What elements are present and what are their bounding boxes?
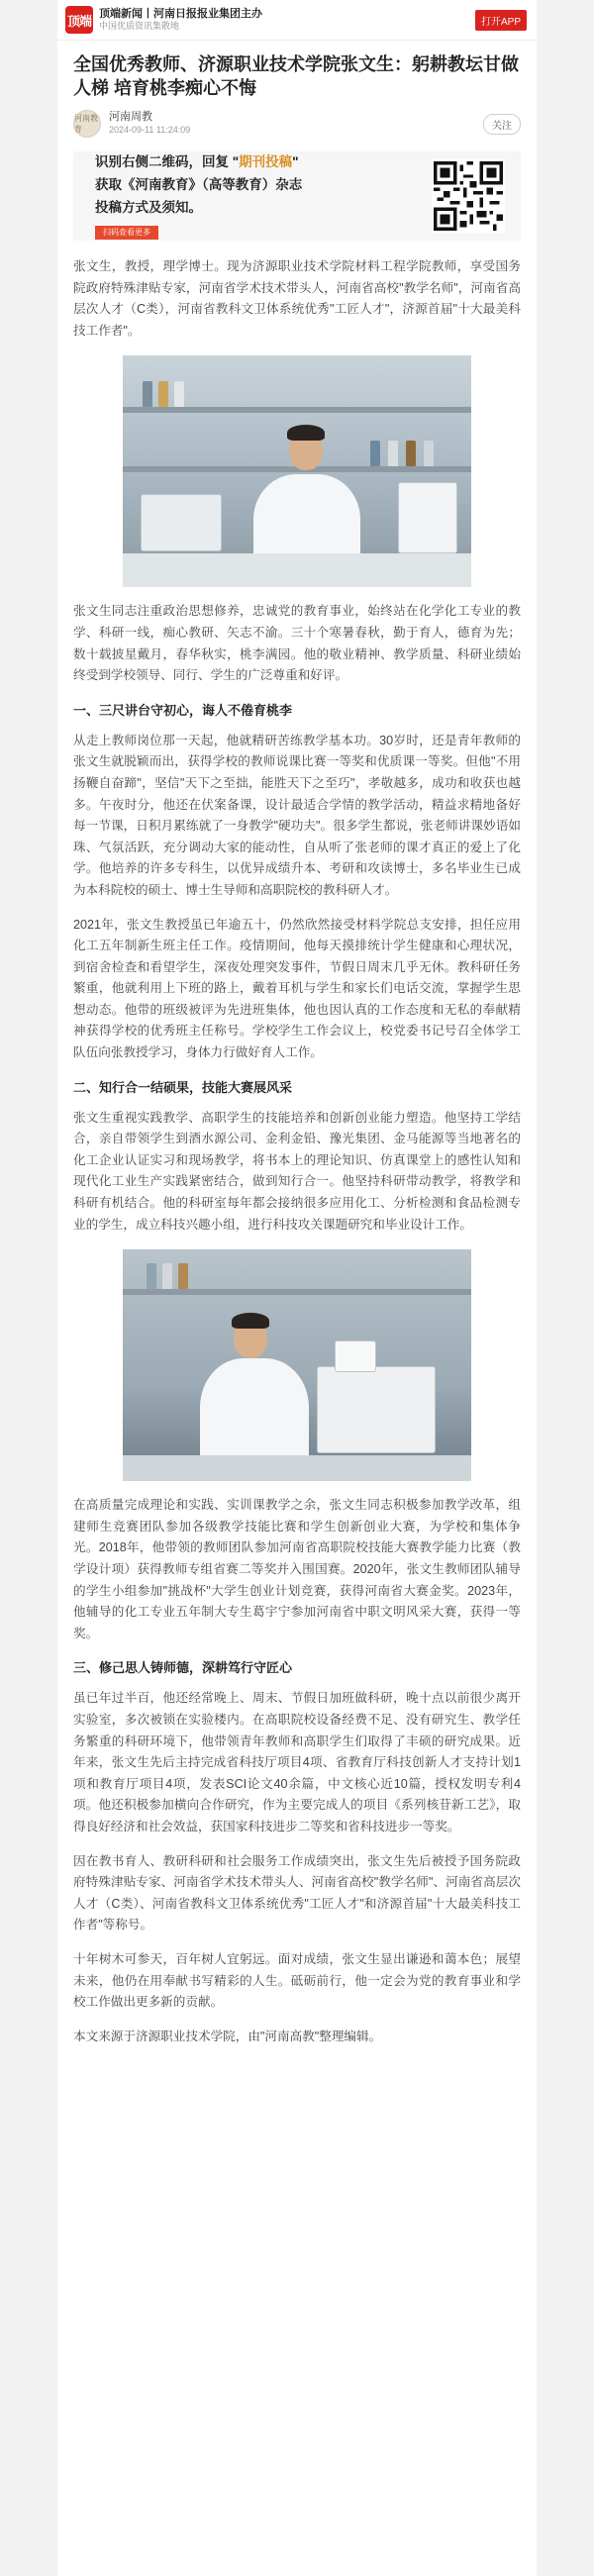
promo-line-1-pre: 识别右侧二维码，回复 " bbox=[95, 154, 240, 169]
lab-photo-2[interactable] bbox=[123, 1249, 471, 1481]
author-bar bbox=[57, 110, 537, 138]
brand-title: 顶端新闻丨河南日报报业集团主办 bbox=[99, 7, 262, 20]
article-title: 全国优秀教师、济源职业技术学院张文生：躬耕教坛甘做人梯 培育桃李痴心不悔 bbox=[73, 54, 519, 98]
article-body bbox=[57, 241, 537, 2047]
author-meta bbox=[109, 111, 483, 137]
brand-block bbox=[99, 7, 475, 33]
paragraph: 十年树木可参天，百年树人宜躬远。面对成绩，张文生显出谦逊和蔼本色；展望未来，他仍在用奉献书写精彩的人生。砥砺前行，他一定会为党的教育事业和学校工作做出更多新的贡献。 bbox=[73, 1951, 521, 2010]
promo-line-2: 获取《河南教育》（高等教育）杂志 bbox=[95, 177, 303, 192]
source-note: 本文来源于济源职业技术学院，由"河南高教"整理编辑。 bbox=[73, 2029, 382, 2043]
lab-photo-1[interactable] bbox=[123, 355, 471, 587]
avatar[interactable]: 河南教育 bbox=[73, 110, 101, 138]
paragraph: 张文生同志注重政治思想修养，忠诚党的教育事业，始终站在化学化工专业的教学、科研一线，痴心教研、矢志不渝。三十个寒暑春秋，勤于育人，德育为先；数十载披星戴月，春华秋实，桃李满园。他的敬业精神、教学质量、科研业绩始终受到学校领导、同行、学生的广泛尊重和好评。 bbox=[73, 604, 521, 683]
section-heading-3: 三、修己思人铸师德，深耕笃行守匠心 bbox=[73, 1660, 293, 1676]
promo-line-1-post: " bbox=[292, 154, 299, 169]
promo-keyword: 期刊投稿 bbox=[239, 154, 293, 169]
section-heading-1: 一、三尺讲台守初心，诲人不倦育桃李 bbox=[73, 702, 293, 718]
paragraph: 在高质量完成理论和实践、实训课教学之余，张文生同志积极参加教学改革，组建师生竞赛团队参加各级教学技能比赛和学生创新创业大赛，为学校和集体争光。2018年，他带领的教师团队参加河南省高职院校技能大赛教学能力比赛（教学设计项）获得教师专组省赛二等奖并入围国赛。2020年，张文生教师团队辅导的学生小组参加"挑战杯"大学生创业计划竞赛，获得河南省大赛金奖。2023年，他辅导的化工专业五年制大专生葛宇宁参加河南省中职文明风采大赛，获得一等奖。 bbox=[73, 1498, 521, 1640]
section-heading-2: 二、知行合一结硕果，技能大赛展风采 bbox=[73, 1079, 293, 1095]
promo-badge: 扫码查看更多 bbox=[95, 226, 158, 240]
promo-text bbox=[95, 150, 432, 242]
promo-banner bbox=[73, 151, 521, 241]
top-bar bbox=[57, 0, 537, 41]
paragraph: 2021年，张文生教授虽已年逾五十，仍然欣然接受材料学院总支安排，担任应用化工五年制新生班主任工作。疫情期间，他每天摸排统计学生健康和心理状况，到宿舍检查和看望学生，深夜处理突发事件，节假日周末几乎无休。教科研任务繁重，他就利用上下班的路上，戴着耳机与学生和家长们电话交流，掌握学生思想动态。他带的班级被评为先进班集体，他也因认真的工作态度和无私的奉献精神获得学校的优秀班主任称号。学校学生工作会议上，校党委书记号召全体学工队伍向张教授学习，身体力行做好育人工作。 bbox=[73, 917, 521, 1060]
promo-line-3: 投稿方式及须知。 bbox=[95, 200, 202, 215]
open-app-button[interactable]: 打开APP bbox=[475, 10, 527, 31]
brand-slogan: 中国优质资讯集散地 bbox=[99, 21, 180, 31]
follow-button[interactable]: 关注 bbox=[483, 114, 521, 135]
qr-code-graphic bbox=[434, 161, 503, 231]
paragraph: 从走上教师岗位那一天起，他就精研苦练教学基本功。30岁时，还是青年教师的张文生就脱颖而出，获得学校的教师说课比赛一等奖和优质课一等奖。但他"不用扬鞭自奋蹄"，坚信"天下之至拙，能胜天下之至巧"，孝敬越多，成功和收获也越多。午夜时分，他还在伏案备课，设计最适合学情的教学活动，精益求精地备好每一节课，日积月累练就了一身教学"硬功夫"。很多学生都说，张老师讲课妙语如珠、气氛活跃，充分调动大家的能动性，自从听了张老师的课才真正的爱上了化学。他培养的许多专科生，以优异成绩升本、考研和攻读博士，多名毕业生已成为本科院校的硕士、博士生导师和高职院校的教科研人才。 bbox=[73, 733, 521, 897]
article-page bbox=[57, 0, 537, 2576]
publish-time: 2024-09-11 11:24:09 bbox=[109, 125, 191, 135]
app-logo[interactable]: 顶端 bbox=[65, 6, 93, 34]
author-name[interactable]: 河南周教 bbox=[109, 111, 152, 123]
qr-code-icon[interactable] bbox=[432, 159, 505, 233]
paragraph: 张文生重视实践教学、高职学生的技能培养和创新创业能力塑造。他坚持工学结合，亲自带领学生到酒水源公司、金利金铅、豫光集团、金马能源等当地著名的化工企业认证实习和现场教学，将书本上的理论知识、仿真课堂上的感性认知和现代化工业生产实践紧密结合，做到知行合一。他坚持科研带动教学，将教学和科研有机结合。他的科研室每年都会接纳很多应用化工、分析检测和食品检测专业的学生，成立科技兴趣小组，进行科技攻关课题研究和毕业设计工作。 bbox=[73, 1110, 521, 1232]
paragraph: 张文生，教授，理学博士。现为济源职业技术学院材料工程学院教师，享受国务院政府特殊津贴专家，河南省学术技术带头人，河南省高校"教学名师"，河南省高层次人才（C类），河南省教科文卫体系统优秀"工匠人才"，济源首届"十大最美科技工作者"。 bbox=[73, 259, 521, 338]
paragraph: 因在教书育人、教研科研和社会服务工作成绩突出，张文生先后被授予国务院政府特殊津贴专家、河南省学术技术带头人、河南省高校"教学名师"、河南省高层次人才（C类）、河南省教科文卫体系统优秀"工匠人才"和济源首届"十大最美科技工作者"等称号。 bbox=[73, 1853, 521, 1932]
paragraph: 虽已年过半百，他还经常晚上、周末、节假日加班做科研，晚十点以前很少离开实验室，多次被锁在实验楼内。在高职院校设备经费不足、没有研究生、教学任务繁重的科研环境下，他带领青年教师和高职学生们取得了丰硕的研究成果。近年来，张文生先后主持完成省科技厅项目4项、省教育厅科技创新人才支持计划1项和教育厅项目4项，发表SCI论文40余篇，中文核心近10篇，授权发明专利4项。他还积极参加横向合作研究，作为主要完成人的项目《系列核苷新工艺》，取得良好经济和社会效益，获国家科技进步二等奖和省科技进步一等奖。 bbox=[73, 1691, 521, 1833]
promo-line-1 bbox=[95, 150, 432, 173]
